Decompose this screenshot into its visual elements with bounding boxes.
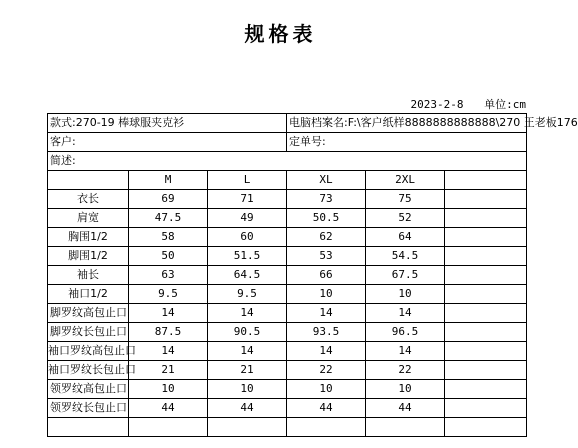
order-number-cell[interactable]: 定单号: [287,133,527,152]
measurement-row [48,323,527,342]
size-header-row [48,171,527,190]
style-cell[interactable]: 款式:270-19 棒球服夹克衫 [48,114,287,133]
measurement-value-cell[interactable]: 71 [208,190,287,209]
measurement-value-cell[interactable] [445,266,527,285]
measurement-value-cell[interactable]: 49 [208,209,287,228]
measurement-value-cell[interactable] [445,247,527,266]
measurement-value-cell[interactable]: 14 [208,304,287,323]
measurement-label-cell[interactable]: 袖长 [48,266,129,285]
measurement-row [48,380,527,399]
measurement-value-cell[interactable]: 64.5 [208,266,287,285]
measurement-value-cell[interactable]: 44 [287,399,366,418]
customer-cell[interactable]: 客户: [48,133,287,152]
measurement-value-cell[interactable] [445,323,527,342]
measurement-value-cell[interactable]: 10 [366,285,445,304]
measurement-value-cell[interactable] [287,418,366,437]
measurement-value-cell[interactable]: 69 [129,190,208,209]
measurement-row [48,342,527,361]
measurement-row [48,285,527,304]
measurement-value-cell[interactable]: 14 [366,342,445,361]
measurement-label-cell[interactable]: 脚罗纹高包止口 [48,304,129,323]
measurement-row [48,190,527,209]
date-text: 2023-2-8 [410,98,464,111]
measurement-value-cell[interactable]: 67.5 [366,266,445,285]
measurement-label-cell[interactable]: 肩宽 [48,209,129,228]
measurement-label-cell[interactable]: 领罗纹长包止口 [48,399,129,418]
measurement-value-cell[interactable]: 53 [287,247,366,266]
page-title: 规格表 [244,22,317,46]
measurement-value-cell[interactable]: 58 [129,228,208,247]
measurement-value-cell[interactable]: 50.5 [287,209,366,228]
measurement-label-cell[interactable]: 袖口1/2 [48,285,129,304]
measurement-label-cell[interactable]: 脚罗纹长包止口 [48,323,129,342]
measurement-value-cell[interactable] [445,342,527,361]
measurement-value-cell[interactable]: 9.5 [208,285,287,304]
measurement-value-cell[interactable]: 9.5 [129,285,208,304]
measurement-value-cell[interactable] [208,418,287,437]
measurement-value-cell[interactable] [445,209,527,228]
measurement-value-cell[interactable]: 54.5 [366,247,445,266]
measurement-value-cell[interactable]: 52 [366,209,445,228]
measurement-value-cell[interactable]: 93.5 [287,323,366,342]
size-header-cell[interactable]: 2XL [366,171,445,190]
measurement-row [48,247,527,266]
measurement-row [48,228,527,247]
measurement-value-cell[interactable]: 14 [129,342,208,361]
corner-cell[interactable] [48,171,129,190]
measurement-value-cell[interactable]: 96.5 [366,323,445,342]
measurement-value-cell[interactable]: 14 [287,342,366,361]
measurement-value-cell[interactable]: 75 [366,190,445,209]
measurement-label-cell[interactable]: 衣长 [48,190,129,209]
measurement-value-cell[interactable]: 66 [287,266,366,285]
measurement-value-cell[interactable]: 47.5 [129,209,208,228]
info-row-style-file [48,114,527,133]
measurement-value-cell[interactable]: 14 [287,304,366,323]
size-header-cell[interactable]: XL [287,171,366,190]
size-header-cell[interactable]: M [129,171,208,190]
measurement-value-cell[interactable]: 10 [287,285,366,304]
measurement-label-cell[interactable]: 领罗纹高包止口 [48,380,129,399]
measurement-value-cell[interactable]: 10 [208,380,287,399]
measurement-value-cell[interactable]: 50 [129,247,208,266]
measurement-value-cell[interactable]: 10 [366,380,445,399]
measurement-value-cell[interactable]: 60 [208,228,287,247]
measurement-value-cell[interactable] [445,285,527,304]
measurement-value-cell[interactable] [445,190,527,209]
measurement-value-cell[interactable]: 62 [287,228,366,247]
measurement-value-cell[interactable] [129,418,208,437]
measurement-value-cell[interactable]: 44 [366,399,445,418]
measurement-value-cell[interactable]: 21 [129,361,208,380]
measurement-value-cell[interactable]: 22 [366,361,445,380]
measurement-value-cell[interactable] [445,418,527,437]
size-header-cell[interactable] [445,171,527,190]
measurement-value-cell[interactable]: 87.5 [129,323,208,342]
measurement-value-cell[interactable]: 44 [208,399,287,418]
measurement-row [48,361,527,380]
info-row-brief [48,152,527,171]
measurement-value-cell[interactable]: 44 [129,399,208,418]
measurement-label-cell[interactable]: 袖口罗纹高包止口 [48,342,129,361]
measurement-value-cell[interactable]: 73 [287,190,366,209]
measurement-value-cell[interactable]: 14 [366,304,445,323]
measurement-value-cell[interactable]: 90.5 [208,323,287,342]
measurement-value-cell[interactable]: 21 [208,361,287,380]
measurement-row [48,266,527,285]
measurement-value-cell[interactable] [445,399,527,418]
measurement-value-cell[interactable] [445,304,527,323]
measurement-label-cell[interactable]: 袖口罗纹长包止口 [48,361,129,380]
file-name-cell[interactable]: 电脑档案名:F:\客户纸样8888888888888\270 王老板176 [287,114,527,133]
measurement-value-cell[interactable]: 14 [208,342,287,361]
spec-table [47,113,578,437]
measurement-row [48,304,527,323]
measurement-value-cell[interactable]: 51.5 [208,247,287,266]
measurement-value-cell[interactable]: 14 [129,304,208,323]
size-header-cell[interactable]: L [208,171,287,190]
unit-text: 单位:cm [484,98,526,111]
measurement-value-cell[interactable]: 63 [129,266,208,285]
measurement-value-cell[interactable] [445,361,527,380]
measurement-value-cell[interactable]: 22 [287,361,366,380]
measurement-value-cell[interactable] [445,228,527,247]
info-row-customer-order [48,133,527,152]
measurement-row [48,418,527,437]
measurement-value-cell[interactable]: 10 [129,380,208,399]
measurement-label-cell[interactable]: 胸围1/2 [48,228,129,247]
measurement-value-cell[interactable]: 10 [287,380,366,399]
measurement-row [48,209,527,228]
measurement-value-cell[interactable] [445,380,527,399]
measurement-label-cell[interactable]: 脚围1/2 [48,247,129,266]
measurement-value-cell[interactable]: 64 [366,228,445,247]
measurement-label-cell[interactable] [48,418,129,437]
date-unit-line [300,96,526,112]
measurement-row [48,399,527,418]
measurement-value-cell[interactable] [366,418,445,437]
brief-cell[interactable]: 简述: [48,152,527,171]
